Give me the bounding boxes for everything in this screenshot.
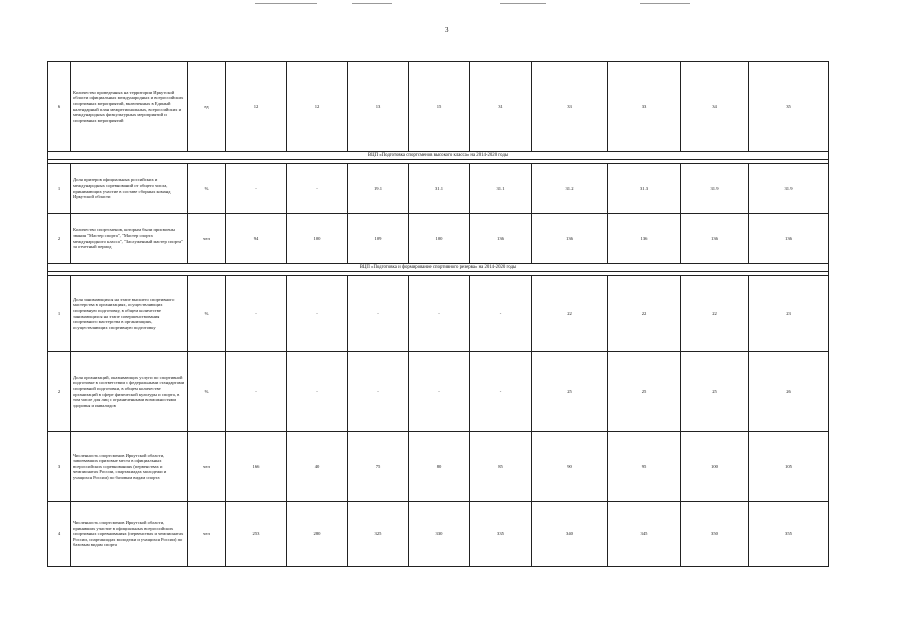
value-cell: 31.3: [608, 164, 681, 214]
value-cell: -: [226, 164, 287, 214]
unit-cell: чел: [188, 432, 226, 502]
scan-artifact-line: [500, 3, 546, 4]
indicator-description-cell: Доля призеров официальных российских и международных соревнований от общего числа, принимающих участие в составе сборных команд Иркутской области: [71, 164, 188, 214]
value-cell: 22: [681, 276, 749, 352]
section-title: ВЦП «Подготовка и формирование спортивного резерва» на 2014-2020 годы: [48, 264, 829, 272]
value-cell: 136: [749, 214, 829, 264]
value-cell: -: [226, 276, 287, 352]
value-cell: 136: [681, 214, 749, 264]
indicator-description-cell: Количество проведенных на территории Иркутской области официальных международных и всероссийских спортивных мероприятий, включенных в Единый календарный план межрегиональных, всероссийских и международных физкультурных мероприятий и спортивных мероприятий: [71, 62, 188, 152]
value-cell: 350: [681, 502, 749, 567]
value-cell: 13: [348, 62, 409, 152]
value-cell: 33: [608, 62, 681, 152]
value-cell: 109: [348, 214, 409, 264]
unit-cell: чел: [188, 502, 226, 567]
value-cell: 23: [749, 276, 829, 352]
indicator-description-cell: Доля организаций, оказывающих услуги по спортивной подготовке в соответствии с федеральными стандартами спортивной подготовки, в общем количестве организаций в сфере физической культуры и спорта, в том числе для лиц с ограниченными возможностями здоровья и инвалидов: [71, 352, 188, 432]
indicators-table: [47, 61, 829, 567]
value-cell: 340: [532, 502, 608, 567]
scan-artifact-line: [640, 3, 690, 4]
value-cell: 12: [226, 62, 287, 152]
table-row: [48, 214, 829, 264]
value-cell: -: [226, 352, 287, 432]
value-cell: 80: [409, 432, 470, 502]
value-cell: -: [470, 276, 532, 352]
section-header-row: [48, 152, 829, 160]
value-cell: 280: [287, 502, 348, 567]
value-cell: 100: [287, 214, 348, 264]
table-row: [48, 62, 829, 152]
value-cell: 136: [608, 214, 681, 264]
value-cell: 345: [608, 502, 681, 567]
value-cell: 75: [348, 432, 409, 502]
value-cell: 95: [608, 432, 681, 502]
value-cell: -: [348, 276, 409, 352]
unit-cell: ед: [188, 62, 226, 152]
row-number-cell: 1: [48, 276, 71, 352]
value-cell: 330: [409, 502, 470, 567]
scan-artifact-line: [255, 3, 317, 4]
table-row: [48, 164, 829, 214]
value-cell: 25: [608, 352, 681, 432]
value-cell: 90: [532, 432, 608, 502]
value-cell: -: [409, 276, 470, 352]
table-row: [48, 502, 829, 567]
unit-cell: %: [188, 276, 226, 352]
value-cell: -: [287, 352, 348, 432]
value-cell: -: [287, 164, 348, 214]
value-cell: 325: [348, 502, 409, 567]
value-cell: 26: [749, 352, 829, 432]
value-cell: 15: [409, 62, 470, 152]
value-cell: 25: [532, 352, 608, 432]
value-cell: 22: [532, 276, 608, 352]
row-number-cell: 2: [48, 214, 71, 264]
value-cell: -: [348, 352, 409, 432]
indicator-description-cell: Количество спортсменов, которым были присвоены звания "Мастер спорта", "Мастер спорта международного класса", "Заслуженный мастер спорта" за отчетный период: [71, 214, 188, 264]
value-cell: 31.9: [749, 164, 829, 214]
row-number-cell: 2: [48, 352, 71, 432]
value-cell: 34: [681, 62, 749, 152]
unit-cell: чел: [188, 214, 226, 264]
value-cell: 100: [409, 214, 470, 264]
value-cell: 166: [226, 432, 287, 502]
value-cell: 94: [226, 214, 287, 264]
value-cell: 35: [749, 62, 829, 152]
indicator-description-cell: Доля занимающихся на этапе высшего спортивного мастерства в организациях, осуществляющих спортивную подготовку, в общем количестве занимающихся на этапе совершенствования спортивного мастерства в организациях, осуществляющих спортивную подготовку: [71, 276, 188, 352]
value-cell: -: [409, 352, 470, 432]
value-cell: 22: [608, 276, 681, 352]
scan-artifact-line: [352, 3, 392, 4]
value-cell: -: [470, 352, 532, 432]
row-number-cell: 4: [48, 502, 71, 567]
value-cell: 40: [287, 432, 348, 502]
value-cell: 19.1: [348, 164, 409, 214]
indicator-description-cell: Численность спортсменов Иркутской области, принявших участие в официальных всероссийских спортивных соревнованиях (первенствах и чемпионатах России, спартакиадах молодежи и учащихся России) по базовым видам спорта: [71, 502, 188, 567]
value-cell: 335: [470, 502, 532, 567]
value-cell: 105: [749, 432, 829, 502]
indicator-description-cell: Численность спортсменов Иркутской области, завоевавших призовые места в официальных всероссийских соревнованиях (первенствах и чемпионатах России, спартакиадах молодежи и учащихся России) по базовым видам спорта: [71, 432, 188, 502]
row-number-cell: 3: [48, 432, 71, 502]
value-cell: 31.9: [681, 164, 749, 214]
table-row: [48, 352, 829, 432]
unit-cell: %: [188, 164, 226, 214]
value-cell: 33: [532, 62, 608, 152]
value-cell: 12: [287, 62, 348, 152]
table-row: [48, 432, 829, 502]
table-row: [48, 276, 829, 352]
value-cell: 136: [470, 214, 532, 264]
value-cell: 355: [749, 502, 829, 567]
section-title: ВЦП «Подготовка спортсменов высокого класса» на 2014-2020 годы: [48, 152, 829, 160]
value-cell: 253: [226, 502, 287, 567]
value-cell: 100: [681, 432, 749, 502]
value-cell: 31.2: [532, 164, 608, 214]
unit-cell: %: [188, 352, 226, 432]
row-number-cell: 6: [48, 62, 71, 152]
value-cell: 31.1: [470, 164, 532, 214]
section-header-row: [48, 264, 829, 272]
page-number: 3: [445, 26, 449, 34]
value-cell: 25: [681, 352, 749, 432]
value-cell: -: [287, 276, 348, 352]
value-cell: 85: [470, 432, 532, 502]
value-cell: 31: [470, 62, 532, 152]
row-number-cell: 1: [48, 164, 71, 214]
value-cell: 31.1: [409, 164, 470, 214]
value-cell: 136: [532, 214, 608, 264]
